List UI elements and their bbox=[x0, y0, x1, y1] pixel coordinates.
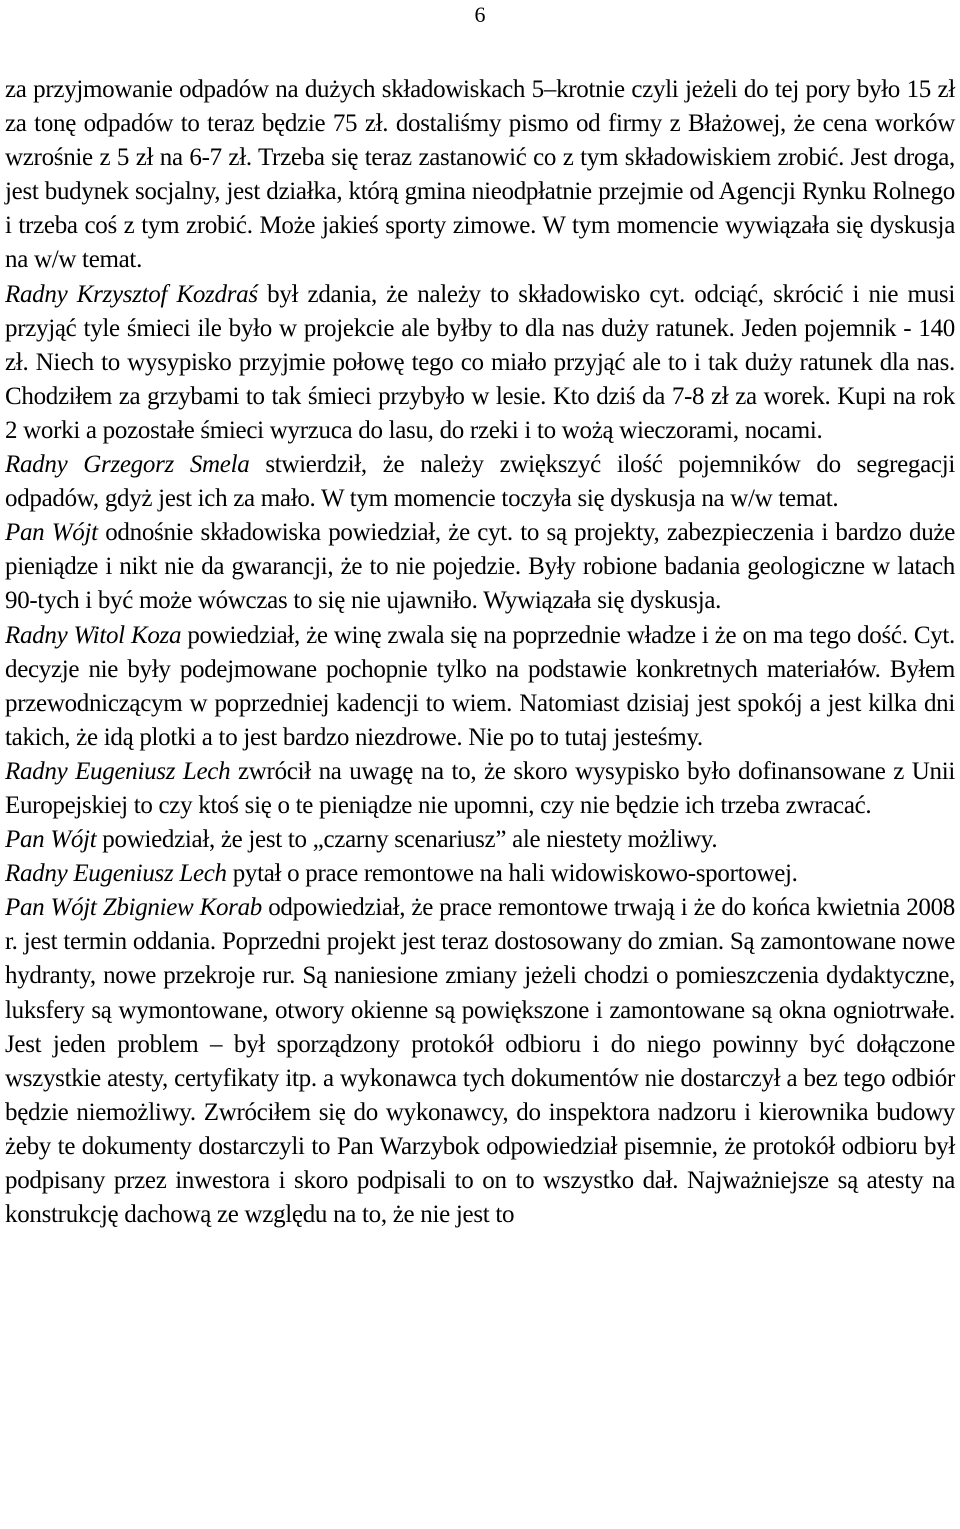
paragraph-text: stwierdził, że należy zwiększyć ilość pojemników do segregacji odpadów, gdyż jest ich za mało. W tym momencie toczyła się dyskusja na w/w temat. bbox=[5, 451, 955, 513]
speaker-name: Radny Krzysztof Kozdraś bbox=[5, 280, 258, 308]
paragraph bbox=[5, 755, 955, 823]
paragraph-text: powiedział, że jest to „czarny scenariusz” ale niestety możliwy. bbox=[96, 826, 718, 854]
paragraph-text: pytał o prace remontowe na hali widowiskowo-sportowej. bbox=[226, 860, 798, 888]
paragraph-text: zwrócił na uwagę na to, że skoro wysypisko było dofinansowane z Unii Europejskiej to czy ktoś się o te pieniądze nie upomni, czy nie będzie ich trzeba zwracać. bbox=[5, 757, 955, 819]
paragraph bbox=[5, 278, 955, 448]
paragraph bbox=[5, 516, 955, 618]
paragraph bbox=[5, 857, 955, 891]
paragraph-text: odpowiedział, że prace remontowe trwają i że do końca kwietnia 2008 r. jest termin oddania. Poprzedni projekt jest teraz dostosowany do zmian. Są zamontowane nowe hydranty, nowe przekroje rur. Są naniesione zmiany jeżeli chodzi o pomieszczenia dydaktyczne, luksfery są wymontowane, otwory okienne są powiększone i zamontowane są okna ogniotrwałe. Jest jeden problem – był sporządzony protokół odbioru i do niego powinny być dołączone wszystkie atesty, certyfikaty itp. a wykonawca tych dokumentów nie dostarczył a bez tego odbiór będzie niemożliwy. Zwróciłem się do wykonawcy, do inspektora nadzoru i kierownika budowy żeby te dokumenty dostarczyli to Pan Warzybok odpowiedział pisemnie, że protokół odbioru był podpisany przez inwestora i skoro podpisali to on to wszystko dał. Najważniejsze są atesty na konstrukcję dachową ze względu na to, że nie jest to bbox=[5, 894, 955, 1229]
paragraph-text: odnośnie składowiska powiedział, że cyt. to są projekty, zabezpieczenia i bardzo duże pieniądze i nikt nie da gwarancji, że to nie pojedzie. Były robione badania geologiczne w latach 90-tych i być może wówczas to się nie ujawniło. Wywiązała się dyskusja. bbox=[5, 519, 956, 615]
speaker-name: Radny Eugeniusz Lech bbox=[5, 860, 227, 888]
paragraph-text: był zdania, że należy to składowisko cyt. odciąć, skrócić i nie musi przyjąć tyle śmieci ile było w projekcie ale byłby to dla nas duży ratunek. Jeden pojemnik - 140 zł. Niech to wysypisko przyjmie połowę tego co miało przyjąć ale to i tak duży ratunek dla nas. Chodziłem za grzybami to tak śmieci przybyło w lesie. Kto dziś da 7-8 zł za worek. Kupi na rok 2 worki a pozostałe śmieci wyrzuca do lasu, do rzeki i to wożą wieczorami, nocami. bbox=[5, 280, 955, 444]
paragraph bbox=[5, 73, 955, 278]
paragraph bbox=[5, 891, 955, 1232]
speaker-name: Radny Witol Koza bbox=[5, 621, 182, 649]
paragraph bbox=[5, 823, 955, 857]
paragraph bbox=[5, 619, 955, 755]
speaker-name: Pan Wójt bbox=[5, 826, 97, 854]
speaker-name: Radny Eugeniusz Lech bbox=[5, 757, 231, 785]
page-number: 6 bbox=[474, 2, 486, 27]
paragraph bbox=[5, 448, 955, 516]
paragraph-text: za przyjmowanie odpadów na dużych składowiskach 5–krotnie czyli jeżeli do tej pory było 15 zł za tonę odpadów to teraz będzie 75 zł. dostaliśmy pismo od firmy z Błażowej, że cena worków wzrośnie z 5 zł na 6-7 zł. Trzeba się teraz zastanowić co z tym składowiskiem zrobić. Jest droga, jest budynek socjalny, jest działka, którą gmina nieodpłatnie przejmie od Agencji Rynku Rolnego i trzeba coś z tym zrobić. Może jakieś sporty zimowe. W tym momencie wywiązała się dyskusja na w/w temat. bbox=[5, 76, 955, 274]
speaker-name: Radny Grzegorz Smela bbox=[5, 451, 250, 479]
speaker-name: Pan Wójt bbox=[5, 519, 98, 547]
document-body bbox=[5, 73, 955, 1232]
paragraph-text: powiedział, że winę zwala się na poprzednie władze i że on ma tego dość. Cyt. decyzje nie były podejmowane pochopnie tylko na podstawie konkretnych materiałów. Byłem przewodniczącym w poprzedniej kadencji to wiem. Natomiast dzisiaj jest spokój a jest kilka dni takich, że idą plotki a to jest bardzo niezdrowe. Nie po to tutaj jesteśmy. bbox=[5, 621, 955, 751]
speaker-name: Pan Wójt Zbigniew Korab bbox=[5, 894, 263, 922]
